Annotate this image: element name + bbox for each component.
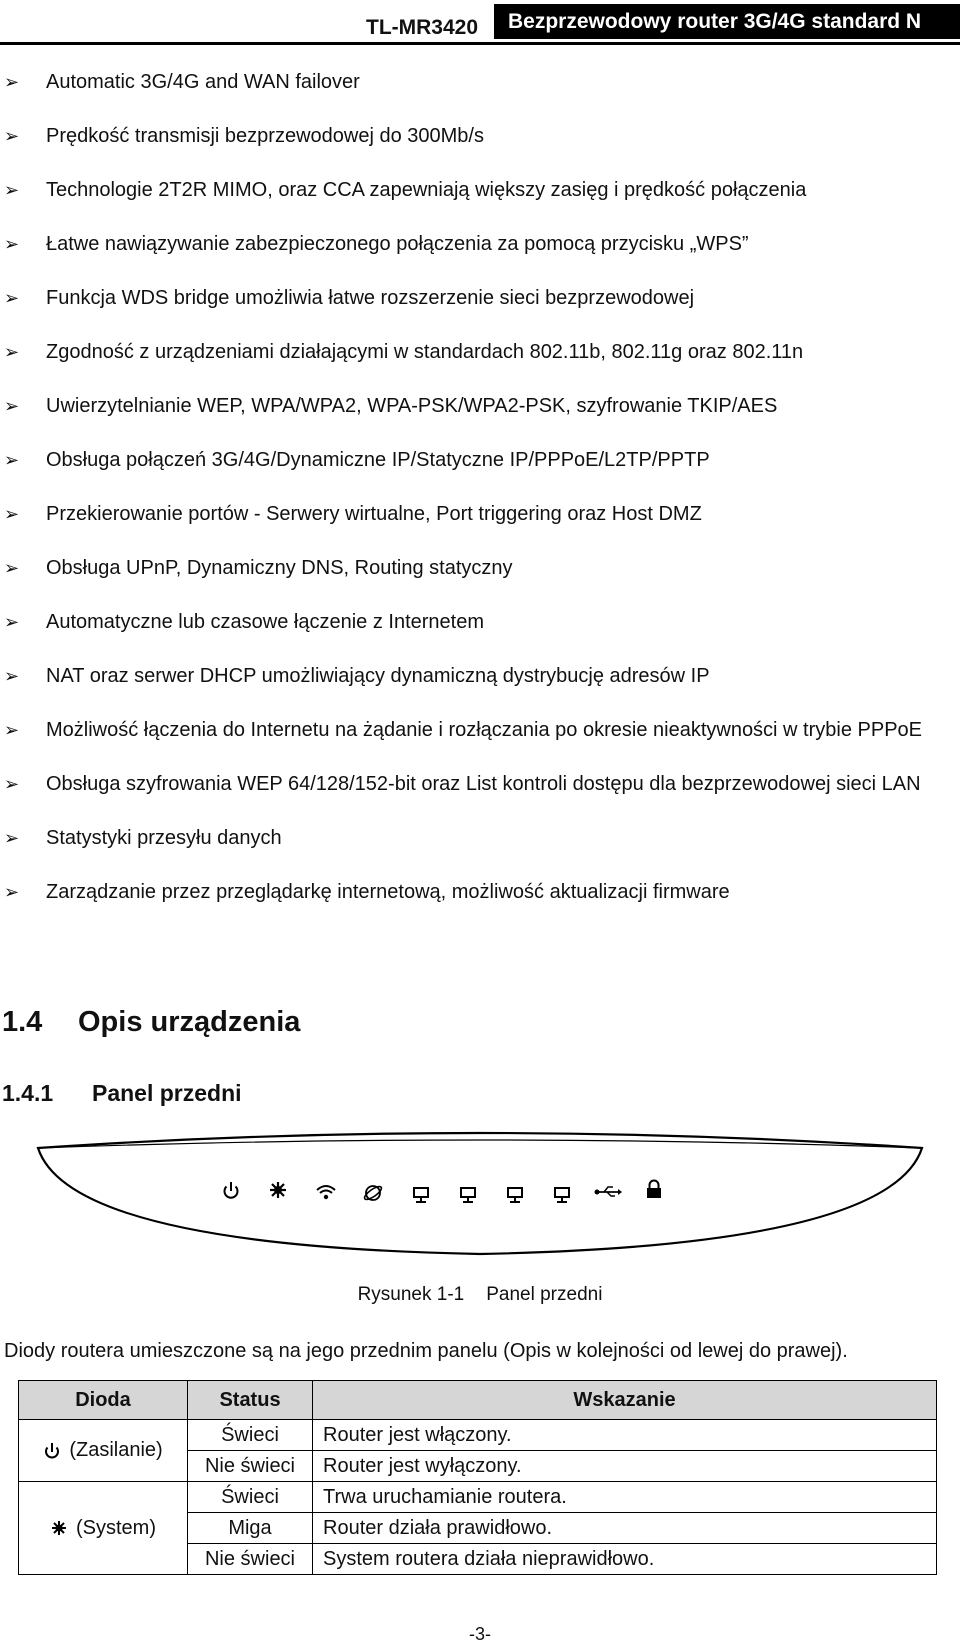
list-item bbox=[0, 334, 960, 370]
feature-text: Zarządzanie przez przeglądarkę internetową, możliwość aktualizacji firmware bbox=[46, 881, 730, 903]
list-item bbox=[0, 658, 960, 694]
bullet-arrow-icon: ➢ bbox=[4, 774, 20, 794]
subsection-heading bbox=[2, 1080, 242, 1107]
lan3-icon bbox=[508, 1188, 522, 1202]
header-rule bbox=[0, 42, 960, 45]
bullet-arrow-icon: ➢ bbox=[4, 828, 20, 848]
table-header-row bbox=[19, 1381, 937, 1420]
list-item bbox=[0, 712, 960, 748]
power-icon bbox=[225, 1182, 238, 1198]
header-title: Bezprzewodowy router 3G/4G standard N bbox=[494, 4, 960, 39]
table-row bbox=[19, 1420, 937, 1451]
feature-text: Zgodność z urządzeniami działającymi w standardach 802.11b, 802.11g oraz 802.11n bbox=[46, 341, 804, 363]
feature-text: Przekierowanie portów - Serwery wirtualne, Port triggering oraz Host DMZ bbox=[46, 503, 702, 525]
bullet-arrow-icon: ➢ bbox=[4, 396, 20, 416]
bullet-arrow-icon: ➢ bbox=[4, 666, 20, 686]
page-number: -3- bbox=[469, 1624, 491, 1644]
bullet-arrow-icon: ➢ bbox=[4, 504, 20, 524]
desc-cell: Router działa prawidłowo. bbox=[313, 1513, 937, 1544]
bullet-arrow-icon: ➢ bbox=[4, 288, 20, 308]
feature-text: Obsługa szyfrowania WEP 64/128/152-bit oraz List kontroli dostępu dla bezprzewodowej sieci LAN bbox=[46, 773, 921, 795]
status-cell: Miga bbox=[188, 1513, 313, 1544]
status-cell: Nie świeci bbox=[188, 1544, 313, 1575]
bullet-arrow-icon: ➢ bbox=[4, 234, 20, 254]
bullet-arrow-icon: ➢ bbox=[4, 450, 20, 470]
bullet-arrow-icon: ➢ bbox=[4, 720, 20, 740]
bullet-arrow-icon: ➢ bbox=[4, 342, 20, 362]
figure-caption bbox=[0, 1284, 960, 1306]
wlan-icon bbox=[317, 1186, 335, 1199]
section-number: 1.4 bbox=[2, 1006, 43, 1038]
lan2-icon bbox=[461, 1188, 475, 1202]
panel-outline bbox=[38, 1133, 922, 1254]
bullet-arrow-icon: ➢ bbox=[4, 882, 20, 902]
status-cell: Świeci bbox=[188, 1482, 313, 1513]
list-item bbox=[0, 874, 960, 910]
feature-text: Obsługa UPnP, Dynamiczny DNS, Routing statyczny bbox=[46, 557, 513, 579]
list-item bbox=[0, 64, 960, 100]
internet-icon bbox=[363, 1184, 383, 1201]
page-header bbox=[0, 0, 960, 48]
list-item bbox=[0, 280, 960, 316]
col-header-wskazanie: Wskazanie bbox=[313, 1381, 937, 1420]
feature-text: Funkcja WDS bridge umożliwia łatwe rozszerzenie sieci bezprzewodowej bbox=[46, 287, 695, 309]
led-label-system: (System) bbox=[76, 1516, 156, 1539]
front-panel-illustration bbox=[30, 1128, 930, 1258]
desc-cell: System routera działa nieprawidłowo. bbox=[313, 1544, 937, 1575]
section-heading bbox=[2, 1006, 300, 1039]
feature-text: Prędkość transmisji bezprzewodowej do 300Mb/s bbox=[46, 125, 484, 147]
list-item bbox=[0, 172, 960, 208]
status-cell: Świeci bbox=[188, 1420, 313, 1451]
section-title: Opis urządzenia bbox=[78, 1006, 301, 1038]
feature-text: Technologie 2T2R MIMO, oraz CCA zapewniają większy zasięg i prędkość połączenia bbox=[46, 179, 807, 201]
power-icon bbox=[43, 1442, 61, 1460]
feature-list bbox=[0, 64, 960, 928]
list-item bbox=[0, 766, 960, 802]
figure-number: Rysunek 1-1 bbox=[357, 1284, 465, 1305]
list-item bbox=[0, 442, 960, 478]
col-header-dioda: Dioda bbox=[19, 1381, 188, 1420]
system-icon bbox=[50, 1519, 68, 1537]
led-cell-power bbox=[19, 1420, 188, 1482]
figure-title: Panel przedni bbox=[486, 1284, 603, 1305]
subsection-title: Panel przedni bbox=[92, 1080, 242, 1106]
feature-text: Możliwość łączenia do Internetu na żądanie i rozłączania po okresie nieaktywności w trybie PPPoE bbox=[46, 719, 923, 741]
feature-text: NAT oraz serwer DHCP umożliwiający dynamiczną dystrybucję adresów IP bbox=[46, 665, 710, 687]
bullet-arrow-icon: ➢ bbox=[4, 612, 20, 632]
feature-text: Automatic 3G/4G and WAN failover bbox=[46, 71, 360, 93]
desc-cell: Trwa uruchamianie routera. bbox=[313, 1482, 937, 1513]
feature-text: Obsługa połączeń 3G/4G/Dynamiczne IP/Statyczne IP/PPPoE/L2TP/PPTP bbox=[46, 449, 710, 471]
led-cell-system bbox=[19, 1482, 188, 1575]
status-cell: Nie świeci bbox=[188, 1451, 313, 1482]
led-table bbox=[18, 1380, 937, 1575]
lan4-icon bbox=[555, 1188, 569, 1202]
list-item bbox=[0, 388, 960, 424]
table-row bbox=[19, 1482, 937, 1513]
feature-text: Uwierzytelnianie WEP, WPA/WPA2, WPA-PSK/WPA2-PSK, szyfrowanie TKIP/AES bbox=[46, 395, 778, 417]
bullet-arrow-icon: ➢ bbox=[4, 126, 20, 146]
intro-text: Diody routera umieszczone są na jego przednim panelu (Opis w kolejności od lewej do prawej). bbox=[4, 1340, 848, 1362]
list-item bbox=[0, 604, 960, 640]
list-item bbox=[0, 820, 960, 856]
desc-cell: Router jest wyłączony. bbox=[313, 1451, 937, 1482]
list-item bbox=[0, 496, 960, 532]
list-item bbox=[0, 118, 960, 154]
wps-icon bbox=[647, 1181, 661, 1199]
feature-text: Łatwe nawiązywanie zabezpieczonego połączenia za pomocą przycisku „WPS” bbox=[46, 233, 749, 255]
feature-text: Statystyki przesyłu danych bbox=[46, 827, 282, 849]
bullet-arrow-icon: ➢ bbox=[4, 558, 20, 578]
col-header-status: Status bbox=[188, 1381, 313, 1420]
usb-icon bbox=[595, 1187, 623, 1196]
list-item bbox=[0, 550, 960, 586]
bullet-arrow-icon: ➢ bbox=[4, 72, 20, 92]
bullet-arrow-icon: ➢ bbox=[4, 180, 20, 200]
header-model: TL-MR3420 bbox=[366, 16, 479, 39]
led-label-power: (Zasilanie) bbox=[69, 1439, 163, 1461]
system-icon bbox=[270, 1182, 286, 1198]
list-item bbox=[0, 226, 960, 262]
desc-cell: Router jest włączony. bbox=[313, 1420, 937, 1451]
subsection-number: 1.4.1 bbox=[2, 1080, 54, 1106]
lan1-icon bbox=[414, 1188, 428, 1202]
feature-text: Automatyczne lub czasowe łączenie z Internetem bbox=[46, 611, 484, 633]
